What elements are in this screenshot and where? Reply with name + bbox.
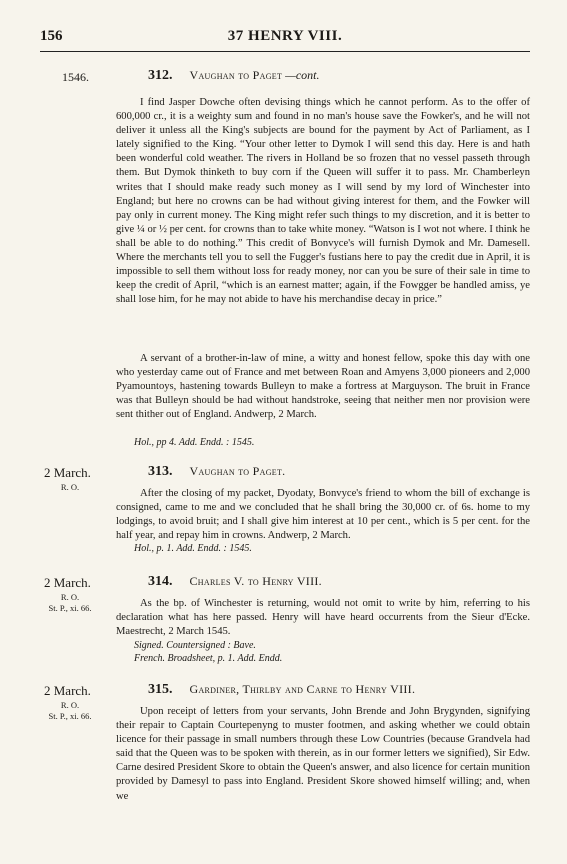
year-label: 1546. <box>62 70 89 84</box>
running-head <box>40 28 530 48</box>
entry-315-source: R. O. St. P., xi. 66. <box>48 700 92 721</box>
entry-number: 315. <box>148 682 173 697</box>
running-title: 37 HENRY VIII. <box>227 28 343 44</box>
entry-title: Vaughan to Paget. <box>189 464 286 478</box>
entry-315-heading <box>148 682 415 698</box>
entry-313-paragraph: After the closing of my packet, Dyodaty, Bonvyce's friend to whom the bill of exchange is consigned, came to me and we concluded that he shall bring the 30,000 cr. of 6s. home to my lodgings, to avoid bruit; and I shall give him interest at 10 per cent., which is 5 per cent. for the half year, and repay him in crowns. Andwerp, 2 March. <box>116 488 530 542</box>
entry-number: 314. <box>148 574 173 589</box>
entry-314-source: R. O. St. P., xi. 66. <box>48 592 92 613</box>
entry-title: Charles V. to Henry VIII. <box>189 574 322 588</box>
entry-number: 312. <box>148 68 173 83</box>
entry-number: 313. <box>148 464 173 479</box>
entry-314-note-format: French. Broadsheet, p. 1. Add. Endd. <box>134 653 283 664</box>
entry-313-note: Hol., p. 1. Add. Endd. : 1545. <box>134 543 252 554</box>
entry-title-suffix: —cont. <box>285 68 320 82</box>
entry-314-date: 2 March. <box>44 575 91 590</box>
entry-312-paragraph-2: A servant of a brother-in-law of mine, a witty and honest fellow, spoke this day with one who yesterday came out of France and met between Roan and Amyens 3,000 pioneers and 2,000 Pyamountoys, hastening towards Bulleyn to make a fortress at Marguyson. The bruit in France was that Bulleyn should be had without handstroke, seeing that neither men nor provision were sent thither out of England. Andwerp, 2 March. <box>116 353 530 421</box>
entry-312-paragraph-1: I find Jasper Dowche often devising things which he cannot perform. As to the offer of 600,000 cr., it is a weighty sum and found in no man's house save the Fowker's, and he will not deliver it unless all the King's subjects are bound for the payment by Act of Parliament, as I lately signified to the King. “Your other letter to Dymok I will send this day. Here is and hath been wonderful cold weather. The rivers in Holland be so frozen that no vessel passeth through them. But Dymok thinketh to buy corn if the Queen will suffer it to pass. Mr. Chamberleyn writes that I should make ready such money as I will send by my lord of Winchester into England; but here no crowns can be had without giving interest for them, and the Fowker will pay only in current money. The King might refer such things to my discretion, and it is better to give ¼ or ½ per cent. for crowns than to take white money. “Watson is I wot not where. I think he shall be able to do nothing.” This credit of Bonvyce's will furnish Dymok and Mr. Damesell. Where the merchants tell you to sell the Fugger's fustians here to pay the credit due in April, it is impossible to sell them without loss for ready money, nor can you be sure of their sale in time to keep the credit of April, “which is an earnest matter; again, if the Fowgger be handled amiss, ye shall lose him, for he may not abide to have his merchandise decay in price.” <box>116 97 530 306</box>
header-rule <box>40 51 530 52</box>
entry-314-heading <box>148 574 322 590</box>
entry-312-note: Hol., pp 4. Add. Endd. : 1545. <box>134 437 255 448</box>
entry-title: Gardiner, Thirlby and Carne to Henry VIII. <box>189 682 416 696</box>
entry-312-heading <box>148 68 320 84</box>
entry-315-paragraph: Upon receipt of letters from your servants, John Brende and John Brygynden, signifying their repair to Captain Courtepenyng to muster footmen, and asking whether we could obtain licence for their passage in small numbers through these Low Countries (because Grandvela had said that the Queen was to be spoken with therein, as in our former letters we signified), Sir Edw. Carne desired President Skore to obtain the Queen's answer, and also licence for certain munition provided by Damesyl to pass into England. President Skore showed himself willing; and, when we <box>116 706 530 802</box>
entry-313-date: 2 March. <box>44 465 91 480</box>
entry-314-note-signed: Signed. Countersigned : Bave. <box>134 640 256 651</box>
entry-314-paragraph: As the bp. of Winchester is returning, would not omit to write by him, referring to his declaration what has here passed. Henry will have heard occurrents from the Sieur d'Ecke. Maestrecht, 2 March 1545. <box>116 598 530 638</box>
entry-313-source: R. O. <box>60 482 80 492</box>
entry-title: Vaughan to Paget <box>189 68 283 82</box>
entry-315-date: 2 March. <box>44 683 91 698</box>
page-number: 156 <box>40 28 63 44</box>
entry-313-heading <box>148 464 285 480</box>
